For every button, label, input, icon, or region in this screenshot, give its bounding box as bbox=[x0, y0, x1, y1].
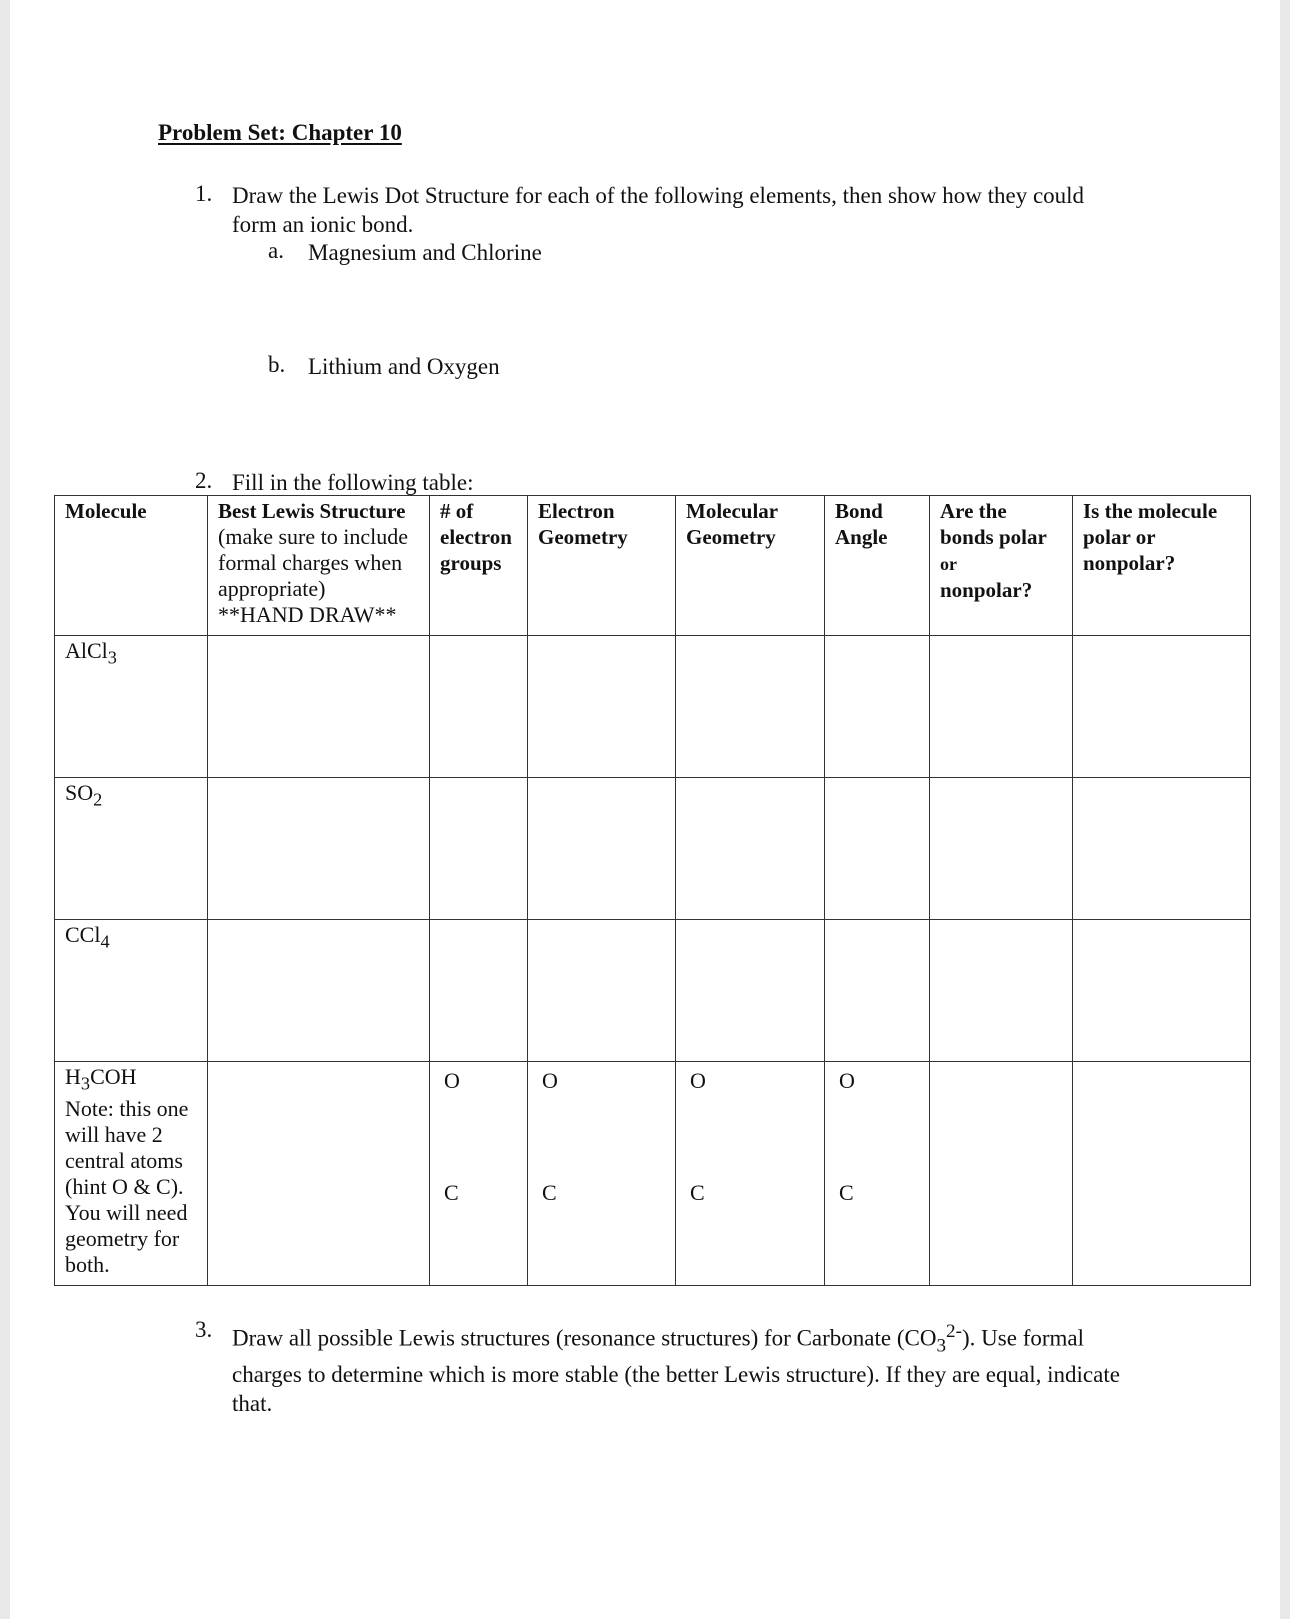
table-row bbox=[55, 1062, 1251, 1286]
table-header-row bbox=[55, 496, 1251, 636]
header-bond-angle: Bond Angle bbox=[825, 496, 930, 636]
answer-cell[interactable] bbox=[676, 778, 825, 920]
molecule-formula: CCl bbox=[65, 922, 101, 947]
table-row bbox=[55, 778, 1251, 920]
question-1-text: Draw the Lewis Dot Structure for each of the following elements, then show how they could form an ionic bond. bbox=[232, 183, 1085, 237]
answer-cell[interactable] bbox=[1073, 636, 1251, 778]
header-lewis-bold: Best Lewis Structure bbox=[218, 499, 406, 523]
answer-cell[interactable] bbox=[676, 636, 825, 778]
page-title: Problem Set: Chapter 10 bbox=[158, 120, 402, 145]
answer-cell[interactable] bbox=[430, 636, 528, 778]
answer-cell[interactable] bbox=[930, 778, 1073, 920]
answer-cell[interactable] bbox=[825, 778, 930, 920]
answer-cell[interactable] bbox=[930, 920, 1073, 1062]
table-row bbox=[55, 636, 1251, 778]
answer-cell[interactable] bbox=[676, 920, 825, 1062]
header-bonds-polar-or: or bbox=[940, 554, 957, 574]
molecule-subscript: 3 bbox=[107, 647, 117, 668]
answer-cell[interactable] bbox=[208, 778, 430, 920]
header-bonds-polar-nonpolar: nonpolar? bbox=[940, 578, 1033, 602]
question-2-text: Fill in the following table: bbox=[232, 470, 474, 495]
molecule-formula: AlCl bbox=[65, 638, 108, 663]
header-lewis-hand-draw: **HAND DRAW** bbox=[218, 602, 397, 627]
question-3-text-end: ). Use formal charges to determine which is more stable (the better Lewis structure). If they are equal, indicate that. bbox=[232, 1325, 1120, 1417]
answer-cell[interactable] bbox=[430, 920, 528, 1062]
answer-cell[interactable] bbox=[930, 1062, 1073, 1286]
header-electron-groups: # of electron groups bbox=[430, 496, 528, 636]
answer-cell-two-centers[interactable] bbox=[676, 1062, 825, 1286]
question-2-number: 2. bbox=[195, 468, 213, 493]
carbonate-subscript: 3 bbox=[936, 1335, 947, 1357]
question-3-number: 3. bbox=[195, 1317, 213, 1342]
answer-cell-two-centers[interactable] bbox=[430, 1062, 528, 1286]
molecule-subscript: 3 bbox=[80, 1073, 91, 1094]
molecule-cell-so2 bbox=[55, 778, 208, 920]
molecule-subscript: 4 bbox=[100, 931, 110, 952]
question-1b-label: b. bbox=[268, 352, 286, 377]
question-1a-text: Magnesium and Chlorine bbox=[308, 240, 542, 265]
answer-cell[interactable] bbox=[930, 636, 1073, 778]
header-bonds-polar bbox=[930, 496, 1073, 636]
atom-label-c: C bbox=[542, 1180, 557, 1205]
answer-cell[interactable] bbox=[1073, 1062, 1251, 1286]
answer-cell[interactable] bbox=[208, 920, 430, 1062]
answer-cell[interactable] bbox=[825, 636, 930, 778]
document-page bbox=[10, 0, 1280, 1619]
molecule-note: Note: this one will have 2 central atoms (hint O & C). You will need geometry for both. bbox=[65, 1096, 189, 1278]
header-molecular-geometry: Molecular Geometry bbox=[676, 496, 825, 636]
question-1-number: 1. bbox=[195, 181, 213, 206]
question-1a-label: a. bbox=[268, 238, 284, 263]
header-lewis-note: (make sure to include formal charges when appropriate) bbox=[218, 524, 408, 601]
molecule-cell-h3coh bbox=[55, 1062, 208, 1286]
header-electron-geometry: Electron Geometry bbox=[528, 496, 676, 636]
atom-label-o: O bbox=[690, 1068, 706, 1093]
molecule-formula-prefix: H bbox=[65, 1064, 81, 1089]
properties-table bbox=[54, 495, 1251, 1286]
question-1b-text: Lithium and Oxygen bbox=[308, 354, 500, 379]
answer-cell-two-centers[interactable] bbox=[528, 1062, 676, 1286]
question-3-text bbox=[232, 1317, 1122, 1418]
atom-label-c: C bbox=[839, 1180, 854, 1205]
atom-label-o: O bbox=[542, 1068, 558, 1093]
answer-cell[interactable] bbox=[208, 636, 430, 778]
answer-cell[interactable] bbox=[825, 920, 930, 1062]
table-row bbox=[55, 920, 1251, 1062]
molecule-formula-suffix: COH bbox=[90, 1064, 137, 1089]
answer-cell[interactable] bbox=[1073, 920, 1251, 1062]
answer-cell-two-centers[interactable] bbox=[825, 1062, 930, 1286]
answer-cell[interactable] bbox=[430, 778, 528, 920]
answer-cell[interactable] bbox=[528, 920, 676, 1062]
question-3-text-start: Draw all possible Lewis structures (resonance structures) for Carbonate (CO bbox=[232, 1325, 937, 1351]
header-molecule-polar: Is the molecule polar or nonpolar? bbox=[1073, 496, 1251, 636]
atom-label-o: O bbox=[839, 1068, 855, 1093]
molecule-cell-alcl3 bbox=[55, 636, 208, 778]
answer-cell[interactable] bbox=[208, 1062, 430, 1286]
carbonate-charge: 2- bbox=[946, 1321, 963, 1342]
molecule-formula: SO bbox=[65, 780, 94, 805]
header-molecule: Molecule bbox=[55, 496, 208, 636]
header-bonds-polar-question: Are the bonds polar bbox=[940, 499, 1047, 549]
molecule-cell-ccl4 bbox=[55, 920, 208, 1062]
molecule-subscript: 2 bbox=[93, 789, 103, 810]
atom-label-o: O bbox=[444, 1068, 460, 1093]
answer-cell[interactable] bbox=[1073, 778, 1251, 920]
header-lewis-structure bbox=[208, 496, 430, 636]
atom-label-c: C bbox=[444, 1180, 459, 1205]
answer-cell[interactable] bbox=[528, 636, 676, 778]
atom-label-c: C bbox=[690, 1180, 705, 1205]
answer-cell[interactable] bbox=[528, 778, 676, 920]
